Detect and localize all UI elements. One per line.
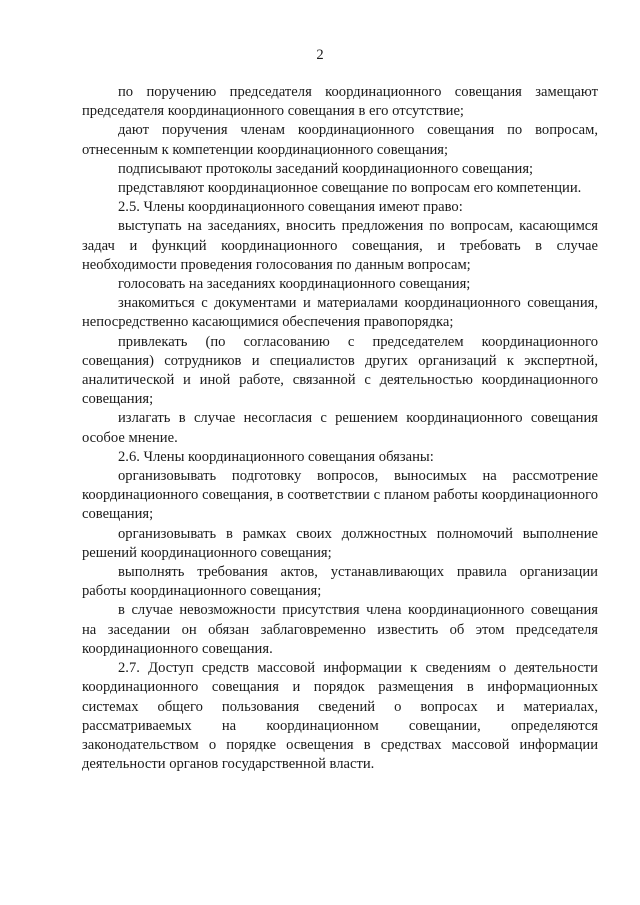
paragraph-involve-specialists: привлекать (по согласованию с председателем координационного совещания) сотрудников и специалистов других организаций к экспертной, аналитической и иной работе, связанной с деятельностью координационного совещания; (82, 333, 598, 408)
paragraph-review-documents: знакомиться с документами и материалами координационного совещания, непосредственно касающимися обеспечения правопорядка; (82, 295, 598, 331)
section-2-6-heading: 2.6. Члены координационного совещания обязаны: (118, 448, 434, 465)
paragraph-give-instructions: дают поручения членам координационного совещания по вопросам, отнесенным к компетенции координационного совещания; (82, 122, 598, 158)
section-2-7-media-access: 2.7. Доступ средств массовой информации к сведениям о деятельности координационного совещания и порядок размещения в информационных системах общего пользования сведений о вопросах и материалах, рассматриваемых на координационном совещании, определяются законодательством о порядке освещения в средствах массовой информации деятельности органов государственной власти. (82, 660, 598, 773)
paragraph-dissenting-opinion: излагать в случае несогласия с решением координационного совещания особое мнение. (82, 410, 598, 446)
paragraph-notify-absence: в случае невозможности присутствия члена координационного совещания на заседании он обязан заблаговременно известить об этом председателя координационного совещания. (82, 602, 598, 657)
paragraph-execute-decisions: организовывать в рамках своих должностных полномочий выполнение решений координационного совещания; (82, 525, 598, 561)
paragraph-prepare-questions: организовывать подготовку вопросов, выносимых на рассмотрение координационного совещания, в соответствии с планом работы координационного совещания; (82, 468, 598, 523)
paragraph-sign-protocols: подписывают протоколы заседаний координационного совещания; (118, 160, 534, 177)
section-2-5-heading: 2.5. Члены координационного совещания имеют право: (118, 199, 463, 216)
paragraph-speak-at-meetings: выступать на заседаниях, вносить предложения по вопросам, касающимся задач и функций координационного совещания, и требовать в случае необходимости проведения голосования по данным вопросам; (82, 218, 598, 273)
paragraph-deputy-chair-replacement: по поручению председателя координационного совещания замещают председателя координационного совещания в его отсутствие; (82, 84, 598, 120)
document-body (82, 83, 598, 774)
paragraph-represent-meeting: представляют координационное совещание по вопросам его компетенции. (118, 180, 582, 197)
paragraph-vote: голосовать на заседаниях координационного совещания; (118, 276, 471, 293)
paragraph-follow-rules: выполнять требования актов, устанавливающих правила организации работы координационного совещания; (82, 564, 598, 600)
page-number: 2 (316, 47, 324, 63)
